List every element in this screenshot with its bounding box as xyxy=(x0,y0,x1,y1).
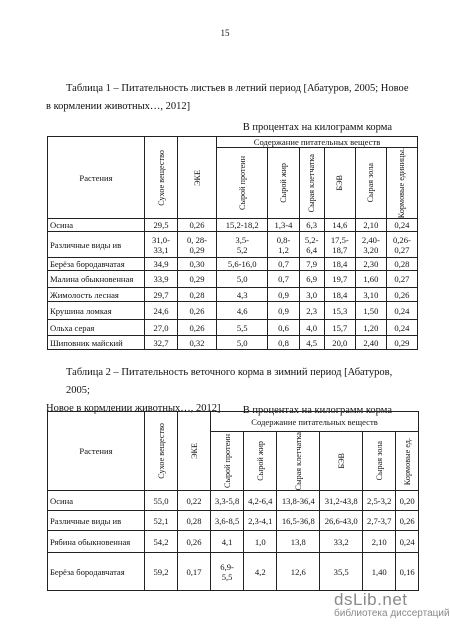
table-cell: 0,7 xyxy=(268,271,299,288)
row-label: Жимолость лесная xyxy=(48,288,145,302)
table-row xyxy=(48,232,418,258)
table2-col-bev: БЭВ xyxy=(320,432,363,491)
table1 xyxy=(47,136,418,350)
watermark-tagline: библиотека диссертаций xyxy=(334,608,450,619)
table-cell: 52,1 xyxy=(145,511,178,531)
table2-col-plants: Растения xyxy=(48,412,145,491)
table1-caption xyxy=(46,80,416,116)
table-cell: 34,9 xyxy=(145,258,178,271)
table2 xyxy=(47,411,419,591)
table-cell: 29,5 xyxy=(145,219,178,232)
row-label: Крушина ломкая xyxy=(48,302,145,320)
table-cell: 0,16 xyxy=(396,553,419,591)
table-cell: 20,0 xyxy=(324,336,355,350)
table-cell: 6,9 xyxy=(299,271,324,288)
row-label: Ольха серая xyxy=(48,320,145,336)
table-cell: 2,40 xyxy=(355,336,386,350)
table-cell: 13,8-36,4 xyxy=(277,491,320,511)
table-cell: 55,0 xyxy=(145,491,178,511)
table-cell: 5,5 xyxy=(217,320,268,336)
table-cell: 0,7 xyxy=(268,258,299,271)
table-cell: 4,2 xyxy=(244,553,277,591)
table1-unit: В процентах на килограмм корма xyxy=(242,122,392,133)
table-cell: 5,0 xyxy=(217,271,268,288)
table-cell: 0,29 xyxy=(178,271,217,288)
table-cell: 0,30 xyxy=(178,258,217,271)
table-row xyxy=(48,302,418,320)
table-cell: 4,2-6,4 xyxy=(244,491,277,511)
table2-col-ash: Сырая зола xyxy=(363,432,396,491)
table-row xyxy=(48,271,418,288)
table-cell: 5,2- 6,4 xyxy=(299,232,324,258)
table-cell: 0,26 xyxy=(178,320,217,336)
table-cell: 0,8 xyxy=(268,336,299,350)
table-cell: 4,5 xyxy=(299,336,324,350)
table-cell: 3,0 xyxy=(299,288,324,302)
table-cell: 1,60 xyxy=(355,271,386,288)
table-cell: 1,0 xyxy=(244,531,277,553)
table-cell: 3,5- 5,2 xyxy=(217,232,268,258)
table-cell: 0,32 xyxy=(178,336,217,350)
watermark-brand: dsLib.net xyxy=(334,590,408,609)
table-cell: 7,9 xyxy=(299,258,324,271)
table-cell: 26,6-43,0 xyxy=(320,511,363,531)
table2-col-feed-units: Кормовые ед. xyxy=(396,432,419,491)
table-cell: 5,6-16,0 xyxy=(217,258,268,271)
table-cell: 0,24 xyxy=(386,219,417,232)
table-cell: 2,7-3,7 xyxy=(363,511,396,531)
table-row xyxy=(48,531,419,553)
table1-col-bev: БЭВ xyxy=(324,148,355,219)
table-cell: 0,28 xyxy=(178,511,211,531)
table-cell: 27,0 xyxy=(145,320,178,336)
table-cell: 13,8 xyxy=(277,531,320,553)
row-label: Рябина обыкновенная xyxy=(48,531,145,553)
table-cell: 0,26 xyxy=(396,511,419,531)
row-label: Различные виды ив xyxy=(48,232,145,258)
table-cell: 33,9 xyxy=(145,271,178,288)
table1-caption-line2: в кормлении животных…, 2012] xyxy=(46,101,191,112)
table1-col-dry: Сухое вещество xyxy=(145,137,178,219)
table-cell: 15,7 xyxy=(324,320,355,336)
table-cell: 0,20 xyxy=(396,491,419,511)
table-cell: 0,29 xyxy=(386,336,417,350)
table-cell: 24,6 xyxy=(145,302,178,320)
table-cell: 5,0 xyxy=(217,336,268,350)
table-cell: 0,6 xyxy=(268,320,299,336)
row-label: Различные виды ив xyxy=(48,511,145,531)
table-cell: 3,10 xyxy=(355,288,386,302)
table-row xyxy=(48,258,418,271)
table-cell: 31,2-43,8 xyxy=(320,491,363,511)
table-cell: 33,2 xyxy=(320,531,363,553)
table-cell: 17,5- 18,7 xyxy=(324,232,355,258)
table-cell: 6,9- 5,5 xyxy=(211,553,244,591)
table-cell: 4,1 xyxy=(211,531,244,553)
row-label: Осина xyxy=(48,491,145,511)
table1-col-plants: Растения xyxy=(48,137,145,219)
table-cell: 1,40 xyxy=(363,553,396,591)
row-label: Малина обыкновенная xyxy=(48,271,145,288)
table-cell: 0,9 xyxy=(268,288,299,302)
table2-caption-line1: Таблица 2 – Питательность веточного корма в зимний период [Абатуров, 2005; xyxy=(66,367,393,396)
table-cell: 0,24 xyxy=(386,302,417,320)
table-cell: 0,26 xyxy=(178,219,217,232)
table-cell: 15,3 xyxy=(324,302,355,320)
table-cell: 15,2-18,2 xyxy=(217,219,268,232)
table-cell: 35,5 xyxy=(320,553,363,591)
table-cell: 18,4 xyxy=(324,288,355,302)
table-cell: 3,6-8,5 xyxy=(211,511,244,531)
table-cell: 2,3-4,1 xyxy=(244,511,277,531)
table-cell: 0,9 xyxy=(268,302,299,320)
table-cell: 2,40- 3,20 xyxy=(355,232,386,258)
table2-col-fiber: Сырая клетчатка xyxy=(277,432,320,491)
table-cell: 4,3 xyxy=(217,288,268,302)
table-row xyxy=(48,320,418,336)
table-cell: 0,26 xyxy=(178,531,211,553)
table-cell: 12,6 xyxy=(277,553,320,591)
table-cell: 31,0- 33,1 xyxy=(145,232,178,258)
row-label: Шиповник майский xyxy=(48,336,145,350)
table-cell: 4,0 xyxy=(299,320,324,336)
table-row xyxy=(48,553,419,591)
table-cell: 2,10 xyxy=(355,219,386,232)
table-cell: 2,5-3,2 xyxy=(363,491,396,511)
table-cell: 59,2 xyxy=(145,553,178,591)
table-cell: 14,6 xyxy=(324,219,355,232)
table-cell: 0,17 xyxy=(178,553,211,591)
watermark-logo xyxy=(334,590,450,619)
table2-col-protein: Сырой протеин xyxy=(211,432,244,491)
row-label: Берёза бородавчатая xyxy=(48,553,145,591)
table-cell: 0,28 xyxy=(386,258,417,271)
table-cell: 0,8- 1,2 xyxy=(268,232,299,258)
table-cell: 4,6 xyxy=(217,302,268,320)
table-cell: 32,7 xyxy=(145,336,178,350)
table-row xyxy=(48,491,419,511)
table-cell: 2,10 xyxy=(363,531,396,553)
table-cell: 16,5-36,8 xyxy=(277,511,320,531)
page-number: 15 xyxy=(220,28,230,38)
table-cell: 0,24 xyxy=(396,531,419,553)
table2-header-group: Содержание питательных веществ xyxy=(211,412,419,432)
row-label: Осина xyxy=(48,219,145,232)
table2-caption-line2: Новое в кормлении животных…, 2012] xyxy=(46,403,221,414)
table-cell: 0,28 xyxy=(178,288,217,302)
table2-col-eke: ЭКЕ xyxy=(178,412,211,491)
table1-col-fiber: Сырая клетчатка xyxy=(299,148,324,219)
table-cell: 0,22 xyxy=(178,491,211,511)
table-row xyxy=(48,288,418,302)
table-row xyxy=(48,511,419,531)
table-cell: 29,7 xyxy=(145,288,178,302)
table-cell: 19,7 xyxy=(324,271,355,288)
table-cell: 6,3 xyxy=(299,219,324,232)
table-cell: 0,26- 0,27 xyxy=(386,232,417,258)
table-cell: 1,50 xyxy=(355,302,386,320)
table-cell: 2,3 xyxy=(299,302,324,320)
table-row xyxy=(48,336,418,350)
table1-caption-line1: Таблица 1 – Питательность листьев в летний период [Абатуров, 2005; Новое xyxy=(66,83,409,94)
table-cell: 1,20 xyxy=(355,320,386,336)
table-cell: 0,26 xyxy=(178,302,217,320)
table-cell: 54,2 xyxy=(145,531,178,553)
row-label: Берёза бородавчатая xyxy=(48,258,145,271)
table2-unit: В процентах на килограмм корма xyxy=(242,405,392,416)
table1-col-ash: Сырая зола xyxy=(355,148,386,219)
table2-col-fat: Сырой жир xyxy=(244,432,277,491)
table-cell: 1,3-4 xyxy=(268,219,299,232)
table-cell: 0,27 xyxy=(386,271,417,288)
table-cell: 18,4 xyxy=(324,258,355,271)
table1-header-group: Содержание питательных веществ xyxy=(217,137,418,148)
table1-col-fat: Сырой жир xyxy=(268,148,299,219)
table1-col-feed-units: Кормовые единицы. xyxy=(386,148,417,219)
table1-col-eke: ЭКЕ xyxy=(178,137,217,219)
table-cell: 3,3-5,8 xyxy=(211,491,244,511)
table-cell: 0,26 xyxy=(386,288,417,302)
table-cell: 0, 28- 0,29 xyxy=(178,232,217,258)
table2-col-dry: Сухое вещество xyxy=(145,412,178,491)
table-row xyxy=(48,219,418,232)
table-cell: 2,30 xyxy=(355,258,386,271)
table1-col-protein: Сырой протеин xyxy=(217,148,268,219)
table-cell: 0,24 xyxy=(386,320,417,336)
